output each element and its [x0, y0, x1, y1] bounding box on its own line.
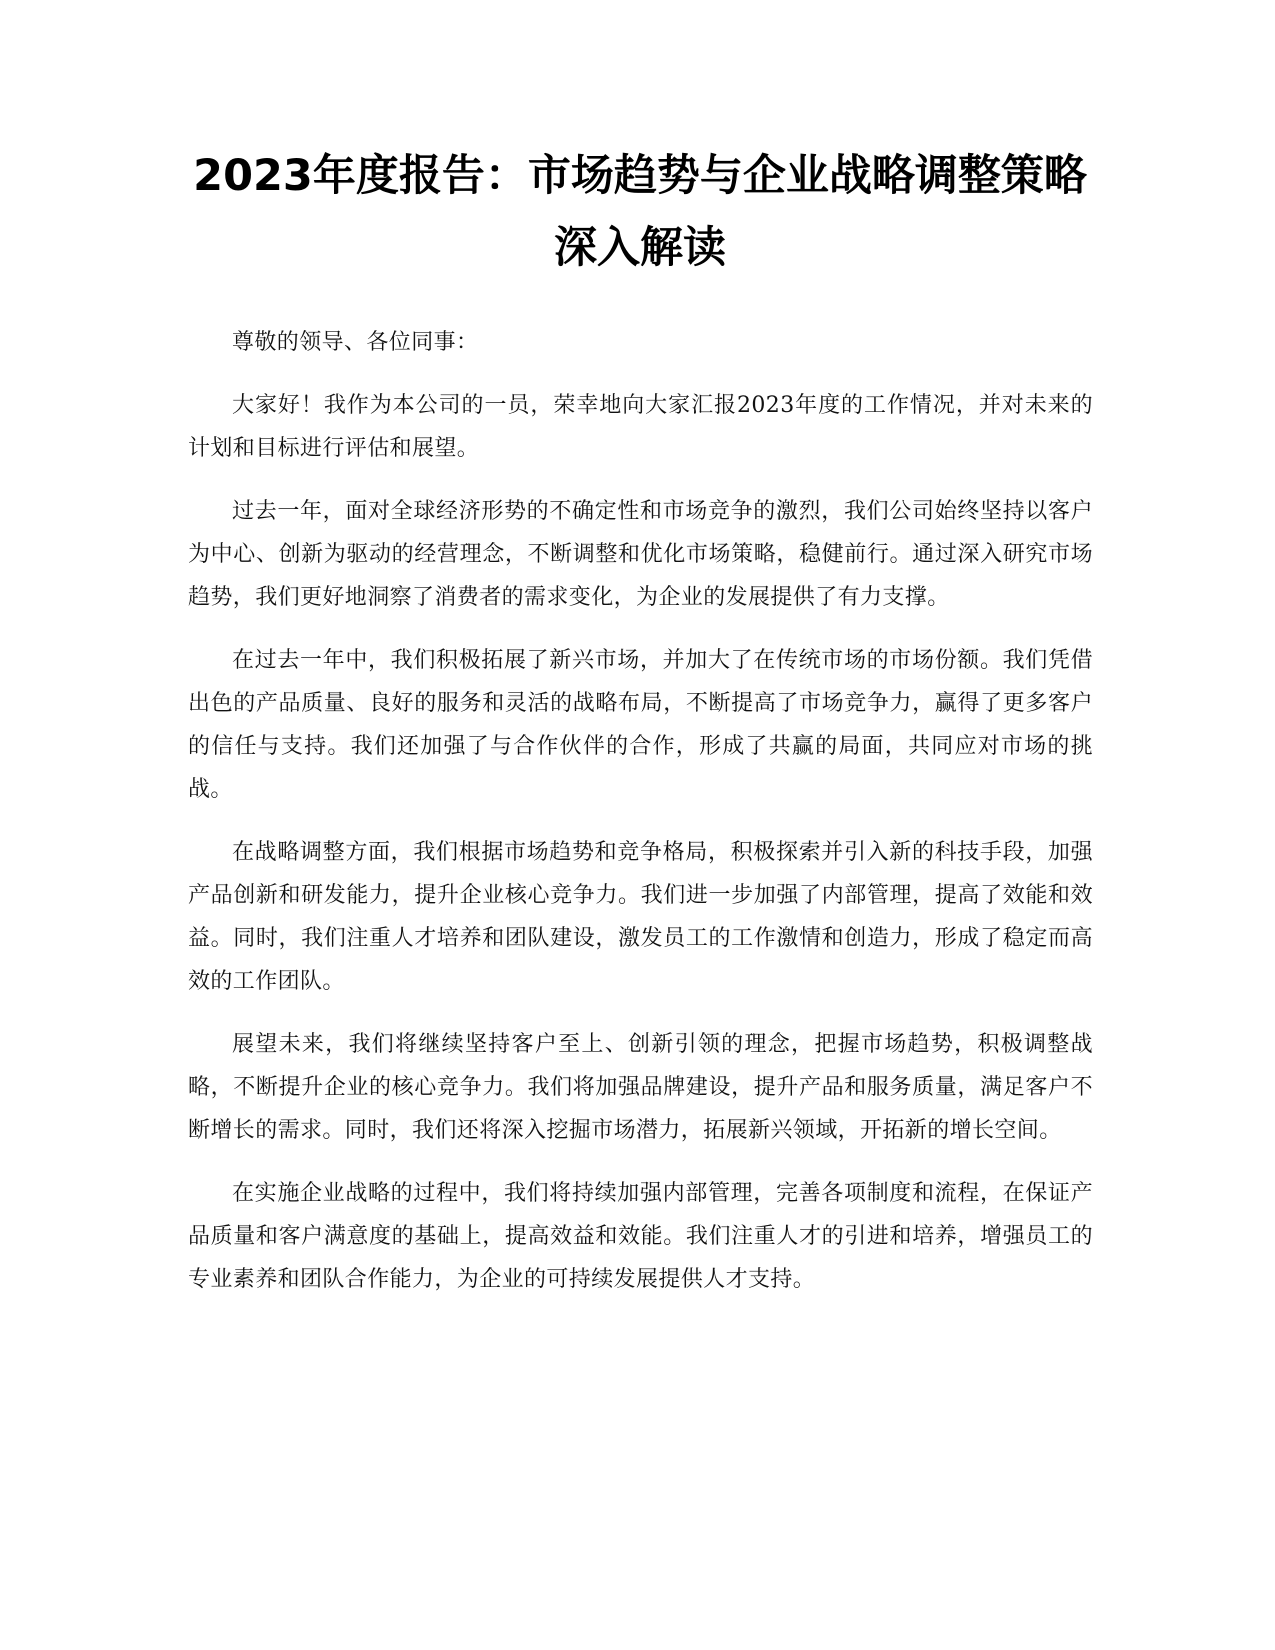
review-paragraph: 过去一年，面对全球经济形势的不确定性和市场竞争的激烈，我们公司始终坚持以客户为中心、创新为驱动的经营理念，不断调整和优化市场策略，稳健前行。通过深入研究市场趋势，我们更好地洞察了消费者的需求变化，为企业的发展提供了有力支撑。 — [188, 499, 1093, 610]
opening-paragraph: 大家好！我作为本公司的一员，荣幸地向大家汇报2023年度的工作情况，并对未来的计划和目标进行评估和展望。 — [188, 393, 1093, 461]
document-body — [188, 321, 1093, 1321]
outlook-paragraph: 展望未来，我们将继续坚持客户至上、创新引领的理念，把握市场趋势，积极调整战略，不断提升企业的核心竞争力。我们将加强品牌建设，提升产品和服务质量，满足客户不断增长的需求。同时，我们还将深入挖掘市场潜力，拓展新兴领域，开拓新的增长空间。 — [188, 1032, 1093, 1143]
document-title: 2023年度报告：市场趋势与企业战略调整策略深入解读 — [193, 151, 1087, 273]
market-expansion-paragraph: 在过去一年中，我们积极拓展了新兴市场，并加大了在传统市场的市场份额。我们凭借出色的产品质量、良好的服务和灵活的战略布局，不断提高了市场竞争力，赢得了更多客户的信任与支持。我们还加强了与合作伙伴的合作，形成了共赢的局面，共同应对市场的挑战。 — [188, 648, 1093, 802]
strategy-adjustment-paragraph: 在战略调整方面，我们根据市场趋势和竞争格局，积极探索并引入新的科技手段，加强产品创新和研发能力，提升企业核心竞争力。我们进一步加强了内部管理，提高了效能和效益。同时，我们注重人才培养和团队建设，激发员工的工作激情和创造力，形成了稳定而高效的工作团队。 — [188, 840, 1093, 994]
implementation-paragraph: 在实施企业战略的过程中，我们将持续加强内部管理，完善各项制度和流程，在保证产品质量和客户满意度的基础上，提高效益和效能。我们注重人才的引进和培养，增强员工的专业素养和团队合作能力，为企业的可持续发展提供人才支持。 — [188, 1181, 1093, 1292]
greeting-paragraph: 尊敬的领导、各位同事： — [232, 330, 479, 355]
